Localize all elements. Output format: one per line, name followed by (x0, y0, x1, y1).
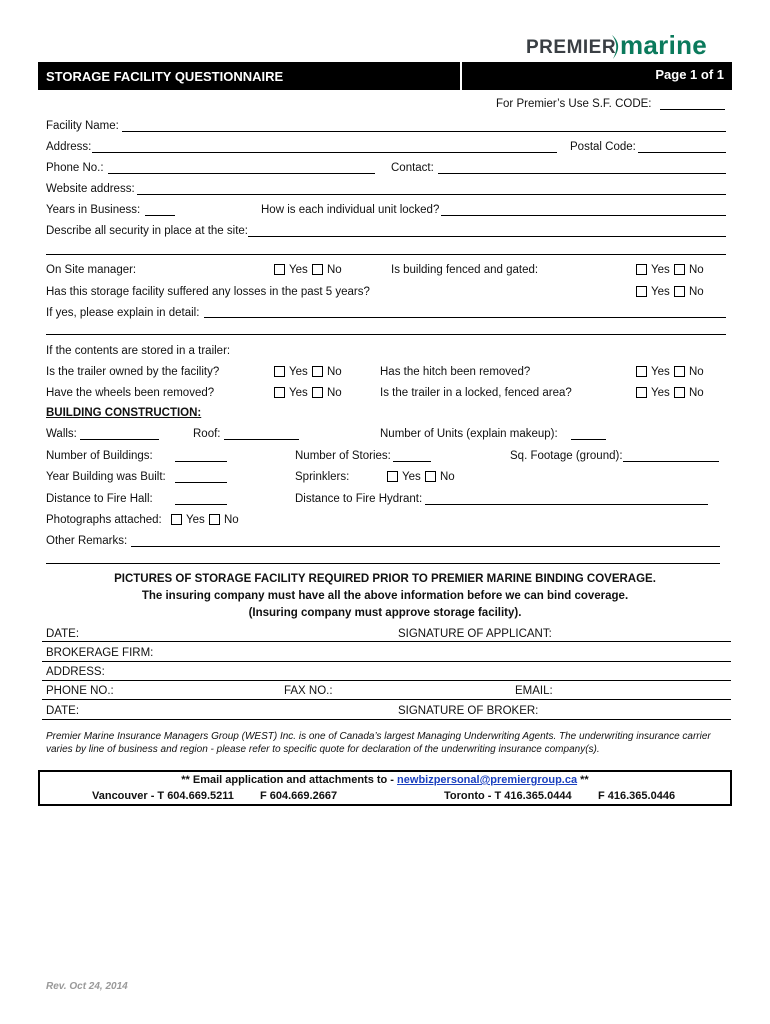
sprinklers-no-checkbox[interactable] (425, 471, 436, 482)
office-use-label: For Premier’s Use S.F. CODE: (496, 98, 652, 110)
wheels-label: Have the wheels been removed? (46, 387, 215, 399)
logo-premier-text: PREMIER (526, 37, 617, 58)
broker-address-line[interactable] (42, 680, 731, 681)
hitch-no-checkbox[interactable] (674, 366, 685, 377)
disclaimer-line-2: varies by line of business and region - please refer to specific quote for declaration of the underwriting insurance company(s). (46, 744, 600, 755)
address-label: Address: (46, 141, 92, 153)
losses-no-checkbox[interactable] (674, 286, 685, 297)
form-title: STORAGE FACILITY QUESTIONNAIRE (46, 69, 284, 84)
fire-hall-label: Distance to Fire Hall: (46, 493, 153, 505)
wheels-yes-checkbox[interactable] (274, 387, 285, 398)
broker-address-label: ADDRESS: (46, 666, 105, 678)
units-label: Number of Units (explain makeup): (380, 428, 558, 440)
remarks-field[interactable] (131, 546, 720, 547)
fenced-label: Is building fenced and gated: (391, 264, 539, 276)
toronto-phone: Toronto - T 416.365.0444 (444, 790, 572, 802)
yes-label: Yes (289, 264, 308, 276)
security-label: Describe all security in place at the site: (46, 225, 248, 237)
date-label: DATE: (46, 628, 80, 640)
contact-field[interactable] (438, 173, 726, 174)
email-instructions (40, 774, 730, 786)
roof-label: Roof: (193, 428, 221, 440)
photos-label: Photographs attached: (46, 514, 162, 526)
contact-label: Contact: (391, 162, 434, 174)
website-field[interactable] (137, 194, 726, 195)
broker-email-label: EMAIL: (515, 685, 553, 697)
header-divider (460, 62, 462, 90)
construction-heading: BUILDING CONSTRUCTION: (46, 407, 202, 419)
stories-label: Number of Stories: (295, 450, 391, 462)
on-site-manager-yes-checkbox[interactable] (274, 264, 285, 275)
revision-date: Rev. Oct 24, 2014 (46, 981, 128, 992)
yes-label: Yes (651, 387, 670, 399)
photos-yes-checkbox[interactable] (171, 514, 182, 525)
year-built-label: Year Building was Built: (46, 471, 166, 483)
years-field[interactable] (145, 215, 175, 216)
hydrant-label: Distance to Fire Hydrant: (295, 493, 423, 505)
yes-label: Yes (402, 471, 421, 483)
notice-line-1: PICTURES OF STORAGE FACILITY REQUIRED PRIOR TO PREMIER MARINE BINDING COVERAGE. (114, 573, 656, 585)
vancouver-phone: Vancouver - T 604.669.5211 (92, 790, 234, 802)
date-broker-label: DATE: (46, 705, 80, 717)
no-label: No (689, 264, 704, 276)
explain-field[interactable] (204, 317, 726, 318)
walls-label: Walls: (46, 428, 77, 440)
phone-label: Phone No.: (46, 162, 104, 174)
security-field-line2[interactable] (46, 254, 726, 255)
no-label: No (327, 366, 342, 378)
broker-contact-line[interactable] (42, 699, 731, 700)
trailer-owned-label: Is the trailer owned by the facility? (46, 366, 220, 378)
no-label: No (689, 366, 704, 378)
no-label: No (689, 286, 704, 298)
website-label: Website address: (46, 183, 135, 195)
no-label: No (327, 264, 342, 276)
sq-footage-field[interactable] (623, 461, 719, 462)
buildings-field[interactable] (175, 461, 227, 462)
locked-area-no-checkbox[interactable] (674, 387, 685, 398)
yes-label: Yes (186, 514, 205, 526)
years-label: Years in Business: (46, 204, 141, 216)
wheels-no-checkbox[interactable] (312, 387, 323, 398)
yes-label: Yes (651, 264, 670, 276)
remarks-field-line2[interactable] (46, 563, 720, 564)
no-label: No (689, 387, 704, 399)
email-link[interactable]: newbizpersonal@premiergroup.ca (397, 774, 578, 786)
security-field[interactable] (248, 236, 726, 237)
locked-area-yes-checkbox[interactable] (636, 387, 647, 398)
fenced-yes-checkbox[interactable] (636, 264, 647, 275)
fenced-no-checkbox[interactable] (674, 264, 685, 275)
units-field[interactable] (571, 439, 606, 440)
on-site-manager-label: On Site manager: (46, 264, 137, 276)
explain-label: If yes, please explain in detail: (46, 307, 200, 319)
sq-footage-label: Sq. Footage (ground): (510, 450, 623, 462)
yes-label: Yes (651, 286, 670, 298)
toronto-fax: F 416.365.0446 (598, 790, 676, 802)
yes-label: Yes (289, 387, 308, 399)
disclaimer-line-1: Premier Marine Insurance Managers Group (WEST) Inc. is one of Canada’s largest Managing Underwriting Agents. The underwriting insurance carrier (46, 731, 711, 742)
broker-phone-label: PHONE NO.: (46, 685, 114, 697)
no-label: No (327, 387, 342, 399)
no-label: No (224, 514, 239, 526)
hitch-label: Has the hitch been removed? (380, 366, 531, 378)
hitch-yes-checkbox[interactable] (636, 366, 647, 377)
notice-line-2: The insuring company must have all the above information before we can bind coverage. (141, 590, 629, 602)
email-prefix: ** Email application and attachments to - (181, 774, 394, 786)
remarks-label: Other Remarks: (46, 535, 128, 547)
logo-marine-text: marine (620, 30, 708, 60)
buildings-label: Number of Buildings: (46, 450, 153, 462)
broker-fax-label: FAX NO.: (284, 685, 333, 697)
facility-name-field[interactable] (122, 131, 726, 132)
phone-field[interactable] (108, 173, 375, 174)
brokerage-line[interactable] (42, 661, 731, 662)
trailer-owned-no-checkbox[interactable] (312, 366, 323, 377)
yes-label: Yes (651, 366, 670, 378)
postal-code-field[interactable] (638, 152, 726, 153)
address-field[interactable] (92, 152, 557, 153)
header-bar (38, 62, 732, 90)
photos-no-checkbox[interactable] (209, 514, 220, 525)
trailer-intro-label: If the contents are stored in a trailer: (46, 345, 231, 357)
yes-label: Yes (289, 366, 308, 378)
sprinklers-yes-checkbox[interactable] (387, 471, 398, 482)
sf-code-field[interactable] (660, 109, 725, 110)
losses-yes-checkbox[interactable] (636, 286, 647, 297)
unit-locked-label: How is each individual unit locked? (261, 204, 440, 216)
vancouver-fax: F 604.669.2667 (260, 790, 338, 802)
signature-broker-label: SIGNATURE OF BROKER: (398, 705, 539, 717)
hydrant-field[interactable] (425, 504, 708, 505)
signature-applicant-label: SIGNATURE OF APPLICANT: (398, 628, 552, 640)
roof-field[interactable] (224, 439, 299, 440)
locked-area-label: Is the trailer in a locked, fenced area? (380, 387, 572, 399)
losses-label: Has this storage facility suffered any losses in the past 5 years? (46, 286, 370, 298)
walls-field[interactable] (80, 439, 159, 440)
page-indicator: Page 1 of 1 (655, 67, 724, 82)
explain-field-line2[interactable] (46, 334, 726, 335)
brokerage-label: BROKERAGE FIRM: (46, 647, 154, 659)
year-built-field[interactable] (175, 482, 227, 483)
trailer-owned-yes-checkbox[interactable] (274, 366, 285, 377)
fire-hall-field[interactable] (175, 504, 227, 505)
contact-box (38, 770, 732, 806)
facility-name-label: Facility Name: (46, 120, 119, 132)
notice-line-3: (Insuring company must approve storage facility). (248, 607, 522, 619)
on-site-manager-no-checkbox[interactable] (312, 264, 323, 275)
stories-field[interactable] (393, 461, 431, 462)
sprinklers-label: Sprinklers: (295, 471, 350, 483)
email-suffix: ** (580, 774, 589, 786)
postal-code-label: Postal Code: (570, 141, 636, 153)
unit-locked-field[interactable] (441, 215, 726, 216)
applicant-sign-line[interactable] (42, 641, 731, 642)
no-label: No (440, 471, 455, 483)
broker-sign-line[interactable] (42, 719, 731, 720)
